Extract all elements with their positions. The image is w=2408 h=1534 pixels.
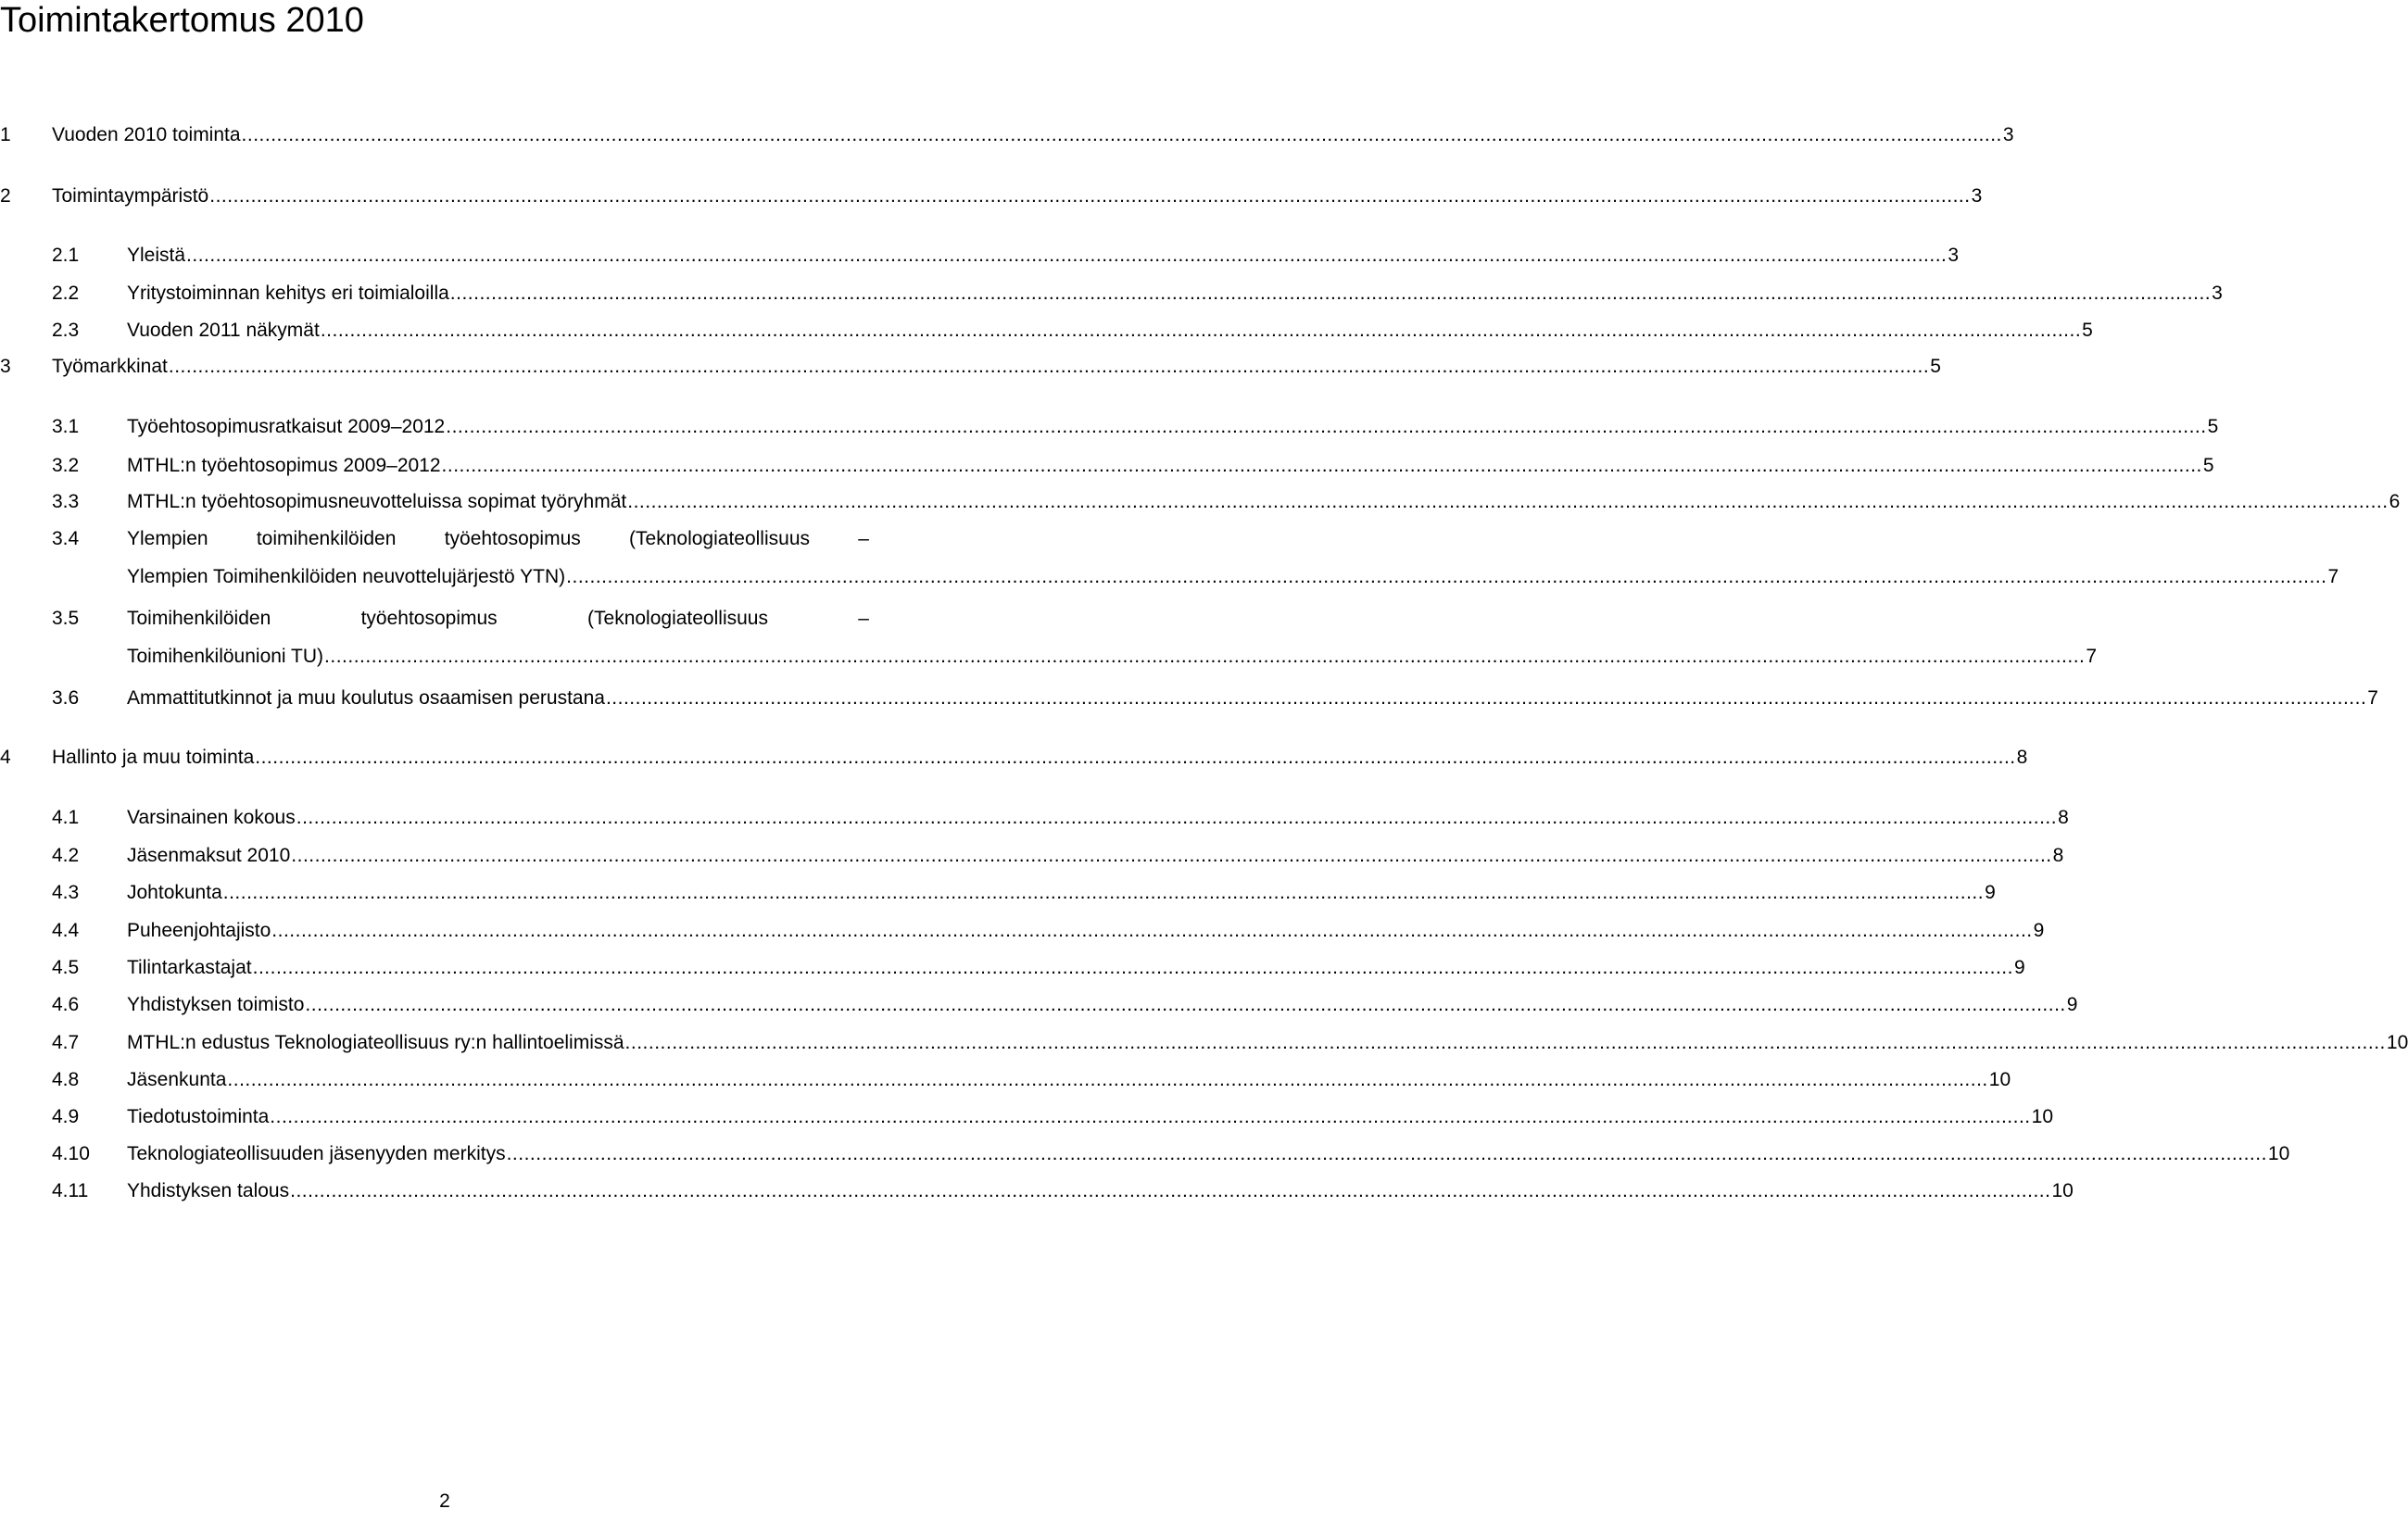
toc-word: (Teknologiateollisuus — [587, 608, 768, 629]
toc-page-number: 9 — [2033, 920, 2045, 941]
toc-item-continuation[interactable] — [0, 563, 2339, 591]
toc-item[interactable] — [0, 1140, 2290, 1168]
toc-section-number: 3.4 — [52, 528, 80, 549]
toc-entry-title: Työmarkkinat — [52, 356, 168, 377]
toc-section-number: 4.6 — [52, 994, 80, 1015]
toc-page-number: 8 — [2016, 747, 2028, 768]
toc-item[interactable] — [0, 280, 2223, 308]
toc-entry[interactable] — [127, 685, 2378, 712]
toc-leader-dots: ............................................................................................................................................................................................................................................................................................................ — [324, 646, 2086, 667]
toc-page-number: 3 — [2212, 283, 2223, 304]
toc-page-number: 10 — [2386, 1032, 2408, 1053]
toc-entry-title: Tiedotustoiminta — [127, 1106, 270, 1127]
toc-entry[interactable] — [127, 242, 1960, 270]
toc-item[interactable] — [0, 525, 869, 553]
toc-entry[interactable] — [127, 1177, 2074, 1205]
toc-leader-dots: ............................................................................................................................................................................................................................................................................................................ — [305, 994, 2066, 1015]
toc-entry[interactable] — [127, 917, 2045, 945]
toc-entry-title: Toimintaympäristö — [52, 185, 209, 207]
toc-item[interactable] — [0, 242, 1960, 270]
toc-item[interactable] — [0, 804, 2069, 832]
toc-leader-dots: ............................................................................................................................................................................................................................................................................................................ — [624, 1032, 2386, 1053]
toc-word: Ylempien — [127, 528, 208, 549]
toc-page-number: 7 — [2327, 566, 2339, 587]
toc-word: työehtosopimus — [444, 528, 581, 549]
toc-leader-dots: ............................................................................................................................................................................................................................................................................................................ — [605, 687, 2367, 709]
toc-section-number: 4.8 — [52, 1069, 80, 1090]
toc-entry[interactable] — [127, 643, 2098, 671]
toc-item[interactable] — [0, 917, 2045, 945]
toc-item[interactable] — [0, 1103, 2053, 1131]
toc-entry[interactable] — [127, 1066, 2011, 1094]
toc-entry-title: Ammattitutkinnot ja muu koulutus osaamisen perustana — [127, 687, 605, 709]
toc-item[interactable] — [0, 452, 2214, 480]
toc-leader-dots: ............................................................................................................................................................................................................................................................................................................ — [320, 320, 2082, 341]
toc-leader-dots: ............................................................................................................................................................................................................................................................................................................ — [506, 1143, 2267, 1164]
toc-page-number: 10 — [2051, 1180, 2074, 1201]
toc-leader-dots: ............................................................................................................................................................................................................................................................................................................ — [441, 455, 2202, 476]
toc-word: (Teknologiateollisuus — [629, 528, 810, 549]
toc-entry-title-line1 — [127, 605, 869, 633]
toc-entry[interactable] — [127, 280, 2223, 308]
toc-leader-dots: ............................................................................................................................................................................................................................................................................................................ — [449, 283, 2212, 304]
toc-entry[interactable] — [127, 317, 2093, 345]
toc-leader-dots: ............................................................................................................................................................................................................................................................................................................ — [227, 1069, 1988, 1090]
toc-word: toimihenkilöiden — [256, 528, 397, 549]
toc-entry[interactable] — [127, 1140, 2290, 1168]
toc-item[interactable] — [0, 879, 1996, 907]
toc-leader-dots: ............................................................................................................................................................................................................................................................................................................ — [186, 245, 1948, 266]
toc-page-number: 5 — [2202, 455, 2214, 476]
toc-item[interactable] — [0, 353, 1941, 381]
toc-entry-title: Yritystoiminnan kehitys eri toimialoilla — [127, 283, 449, 304]
toc-item[interactable] — [0, 413, 2219, 441]
toc-section-number: 4.11 — [52, 1180, 89, 1201]
toc-entry-title-line1 — [127, 525, 869, 553]
toc-section-number: 4.9 — [52, 1106, 80, 1127]
toc-entry-title: Jäsenmaksut 2010 — [127, 845, 291, 866]
toc-entry[interactable] — [127, 842, 2064, 870]
toc-entry[interactable] — [127, 452, 2214, 480]
toc-entry-title: Vuoden 2010 toiminta — [52, 124, 241, 145]
toc-entry[interactable] — [127, 413, 2219, 441]
toc-leader-dots: ............................................................................................................................................................................................................................................................................................................ — [270, 1106, 2031, 1127]
document-title: Toimintakertomus 2010 — [0, 1, 364, 40]
toc-entry[interactable] — [127, 563, 2339, 591]
toc-section-number: 4.7 — [52, 1032, 80, 1053]
toc-entry[interactable] — [127, 1029, 2408, 1057]
toc-word: – — [858, 528, 869, 549]
toc-item-continuation[interactable] — [0, 643, 2098, 671]
toc-word: – — [858, 608, 869, 629]
toc-entry-title: Teknologiateollisuuden jäsenyyden merkitys — [127, 1143, 506, 1164]
toc-page-number: 3 — [1971, 185, 1983, 207]
toc-section-number: 4.5 — [52, 957, 80, 978]
toc-page-number: 3 — [2002, 124, 2014, 145]
toc-item[interactable] — [0, 605, 869, 633]
toc-entry-title: Toimihenkilöunioni TU) — [127, 646, 324, 667]
toc-item[interactable] — [0, 842, 2064, 870]
toc-entry-title: Tilintarkastajat — [127, 957, 252, 978]
toc-word: Toimihenkilöiden — [127, 608, 271, 629]
toc-entry-title: Johtokunta — [127, 882, 222, 903]
toc-leader-dots: ............................................................................................................................................................................................................................................................................................................ — [252, 957, 2013, 978]
toc-section-number: 2.2 — [52, 283, 80, 304]
toc-leader-dots: ............................................................................................................................................................................................................................................................................................................ — [446, 416, 2207, 437]
toc-leader-dots: ............................................................................................................................................................................................................................................................................................................ — [209, 185, 1971, 207]
toc-page-number: 7 — [2367, 687, 2378, 709]
toc-page-number: 10 — [2267, 1143, 2290, 1164]
page-number: 2 — [439, 1490, 450, 1512]
toc-page-number: 8 — [2058, 807, 2069, 828]
toc-leader-dots: ............................................................................................................................................................................................................................................................................................................ — [168, 356, 1930, 377]
toc-item[interactable] — [0, 1066, 2011, 1094]
toc-word: työehtosopimus — [360, 608, 498, 629]
toc-entry-title: Vuoden 2011 näkymät — [127, 320, 320, 341]
toc-leader-dots: ............................................................................................................................................................................................................................................................................................................ — [271, 920, 2033, 941]
toc-entry-title: Työehtosopimusratkaisut 2009–2012 — [127, 416, 446, 437]
toc-leader-dots: ............................................................................................................................................................................................................................................................................................................ — [290, 1180, 2051, 1201]
toc-entry-title: Yhdistyksen toimisto — [127, 994, 305, 1015]
toc-entry[interactable] — [127, 804, 2069, 832]
toc-leader-dots: ............................................................................................................................................................................................................................................................................................................ — [296, 807, 2058, 828]
toc-entry[interactable] — [52, 182, 1983, 210]
toc-page-number: 5 — [2207, 416, 2219, 437]
toc-entry[interactable] — [127, 954, 2025, 982]
toc-page-number: 5 — [2082, 320, 2093, 341]
toc-section-number: 4 — [0, 747, 11, 768]
toc-entry-title: Jäsenkunta — [127, 1069, 227, 1090]
toc-section-number: 3.6 — [52, 687, 80, 709]
toc-section-number: 4.2 — [52, 845, 80, 866]
toc-section-number: 1 — [0, 124, 11, 145]
toc-item[interactable] — [0, 317, 2093, 345]
toc-entry[interactable] — [52, 121, 2014, 149]
toc-page-number: 9 — [2013, 957, 2025, 978]
toc-leader-dots: ............................................................................................................................................................................................................................................................................................................ — [291, 845, 2052, 866]
toc-entry[interactable] — [127, 991, 2078, 1019]
toc-section-number: 2.1 — [52, 245, 80, 266]
toc-entry[interactable] — [127, 1103, 2053, 1131]
toc-entry-title: MTHL:n työehtosopimus 2009–2012 — [127, 455, 441, 476]
toc-entry-title: Yleistä — [127, 245, 186, 266]
toc-page-number: 5 — [1930, 356, 1941, 377]
toc-item[interactable] — [0, 744, 2028, 772]
toc-section-number: 4.4 — [52, 920, 80, 941]
toc-section-number: 2.3 — [52, 320, 80, 341]
toc-page-number: 10 — [1988, 1069, 2011, 1090]
toc-entry-title: Puheenjohtajisto — [127, 920, 271, 941]
toc-entry-title: Ylempien Toimihenkilöiden neuvottelujärjestö YTN) — [127, 566, 566, 587]
toc-section-number: 3.2 — [52, 455, 80, 476]
toc-item[interactable] — [0, 488, 2401, 516]
toc-section-number: 4.10 — [52, 1143, 90, 1164]
toc-item[interactable] — [0, 991, 2078, 1019]
toc-section-number: 2 — [0, 185, 11, 207]
toc-entry-title: MTHL:n edustus Teknologiateollisuus ry:n hallintoelimissä — [127, 1032, 624, 1053]
toc-entry[interactable] — [52, 353, 1941, 381]
toc-section-number: 4.1 — [52, 807, 80, 828]
toc-page-number: 9 — [1985, 882, 1996, 903]
toc-item[interactable] — [0, 182, 1983, 210]
toc-section-number: 3 — [0, 356, 11, 377]
toc-leader-dots: ............................................................................................................................................................................................................................................................................................................ — [627, 491, 2389, 512]
toc-item[interactable] — [0, 954, 2025, 982]
toc-page-number: 8 — [2052, 845, 2064, 866]
toc-leader-dots: ............................................................................................................................................................................................................................................................................................................ — [241, 124, 2002, 145]
toc-item[interactable] — [0, 1177, 2074, 1205]
toc-entry[interactable] — [52, 744, 2028, 772]
toc-entry-title: MTHL:n työehtosopimusneuvotteluissa sopimat työryhmät — [127, 491, 627, 512]
toc-entry-title: Yhdistyksen talous — [127, 1180, 290, 1201]
toc-page-number: 7 — [2086, 646, 2098, 667]
toc-leader-dots: ............................................................................................................................................................................................................................................................................................................ — [566, 566, 2327, 587]
toc-page-number: 10 — [2031, 1106, 2053, 1127]
toc-item[interactable] — [0, 121, 2014, 149]
toc-entry[interactable] — [127, 879, 1996, 907]
toc-entry-title: Hallinto ja muu toiminta — [52, 747, 255, 768]
toc-item[interactable] — [0, 1029, 2408, 1057]
toc-section-number: 3.5 — [52, 608, 80, 629]
toc-page-number: 3 — [1948, 245, 1960, 266]
toc-entry[interactable] — [127, 488, 2401, 516]
toc-section-number: 3.3 — [52, 491, 80, 512]
toc-section-number: 4.3 — [52, 882, 80, 903]
toc-leader-dots: ............................................................................................................................................................................................................................................................................................................ — [255, 747, 2016, 768]
toc-leader-dots: ............................................................................................................................................................................................................................................................................................................ — [222, 882, 1985, 903]
toc-section-number: 3.1 — [52, 416, 80, 437]
toc-page-number: 9 — [2066, 994, 2078, 1015]
toc-page-number: 6 — [2389, 491, 2401, 512]
toc-entry-title: Varsinainen kokous — [127, 807, 296, 828]
toc-item[interactable] — [0, 685, 2378, 712]
